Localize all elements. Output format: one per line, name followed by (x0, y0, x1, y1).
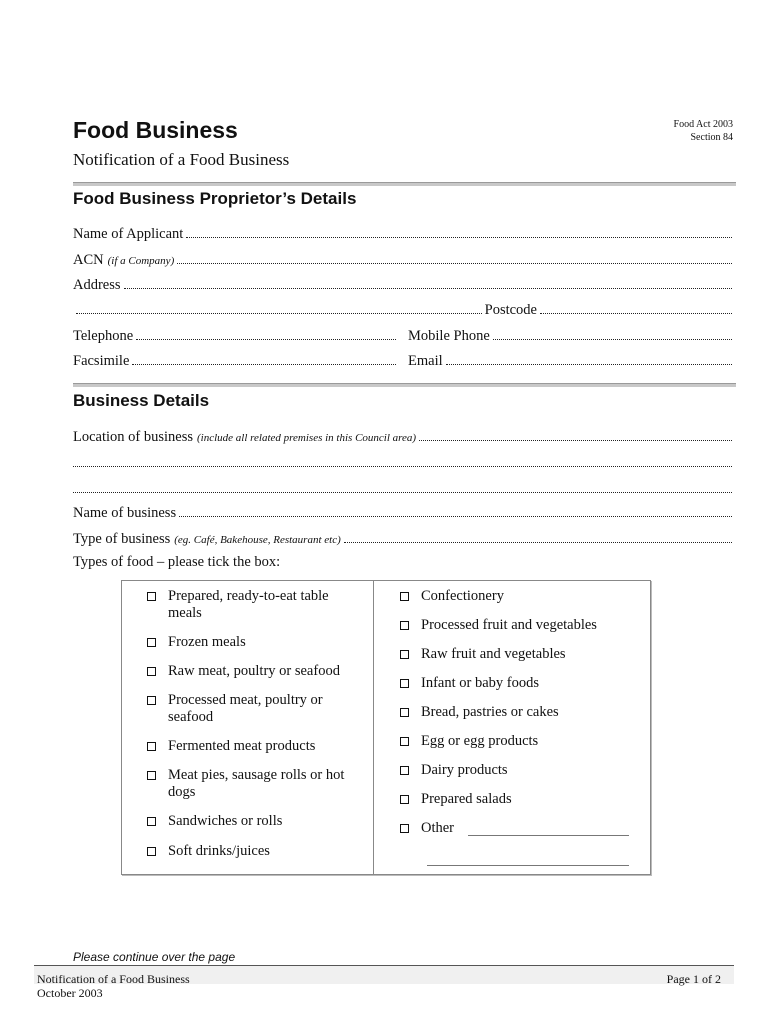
food-option[interactable] (147, 813, 362, 830)
food-option-label: Meat pies, sausage rolls or hot dogs (168, 767, 345, 800)
checkbox[interactable] (400, 592, 409, 601)
business-type-field[interactable] (73, 529, 735, 549)
checkbox[interactable] (147, 817, 156, 826)
acn-note: (if a Company) (107, 255, 175, 267)
food-option[interactable] (147, 588, 362, 622)
food-option[interactable] (147, 767, 362, 801)
act-section: Section 84 (690, 132, 733, 143)
food-types-prompt (73, 554, 735, 574)
location-label: Location of business (73, 429, 194, 445)
checkbox[interactable] (400, 679, 409, 688)
business-type-note: (eg. Café, Bakehouse, Restaurant etc) (174, 534, 341, 546)
business-name-field[interactable] (73, 503, 735, 523)
location-line-3[interactable] (73, 479, 735, 499)
email-label: Email (408, 353, 443, 369)
location-line-2[interactable] (73, 453, 735, 473)
footer-date: October 2003 (37, 986, 103, 1000)
location-field[interactable] (73, 427, 735, 447)
fax-label: Facsimile (73, 353, 130, 369)
checkbox[interactable] (400, 737, 409, 746)
food-option-label: Egg or egg products (421, 733, 539, 749)
telephone-field[interactable] (73, 326, 399, 346)
applicant-name-input[interactable] (186, 224, 732, 238)
telephone-label: Telephone (73, 328, 134, 344)
section-divider (73, 383, 736, 387)
food-option[interactable] (147, 738, 362, 755)
applicant-name-field[interactable] (73, 224, 735, 244)
address-label: Address (73, 277, 121, 293)
checkbox[interactable] (400, 824, 409, 833)
business-heading: Business Details (73, 391, 210, 410)
address-line-2[interactable] (73, 300, 735, 320)
food-option[interactable] (147, 634, 362, 651)
acn-input[interactable] (177, 250, 732, 264)
food-option-label: Soft drinks/juices (168, 843, 270, 859)
food-option[interactable] (400, 704, 640, 721)
other-input-2[interactable] (427, 864, 629, 866)
location-input[interactable] (419, 427, 732, 441)
email-input[interactable] (446, 351, 732, 365)
other-input[interactable] (468, 834, 629, 836)
form-subtitle: Notification of a Food Business (73, 150, 290, 169)
checkbox[interactable] (400, 650, 409, 659)
checkbox[interactable] (147, 696, 156, 705)
table-column-divider (373, 580, 374, 875)
mobile-field[interactable] (408, 326, 735, 346)
act-name: Food Act 2003 (673, 119, 733, 130)
checkbox[interactable] (147, 638, 156, 647)
checkbox[interactable] (147, 847, 156, 856)
footer-divider (34, 965, 734, 966)
business-name-input[interactable] (179, 503, 732, 517)
footer-doc-name: Notification of a Food Business (37, 972, 190, 986)
section-divider (73, 182, 736, 186)
address-input-2[interactable] (76, 300, 482, 314)
food-option-label: Sandwiches or rolls (168, 813, 283, 829)
food-types-label: Types of food – please tick the box: (73, 554, 281, 570)
food-option-label: Raw fruit and vegetables (421, 646, 566, 662)
continue-note: Please continue over the page (73, 950, 236, 964)
food-option[interactable] (147, 843, 362, 860)
checkbox[interactable] (400, 621, 409, 630)
business-type-label: Type of business (73, 531, 171, 547)
checkbox[interactable] (147, 742, 156, 751)
applicant-name-label: Name of Applicant (73, 226, 184, 242)
food-option-label: Prepared salads (421, 791, 512, 807)
food-option[interactable] (147, 692, 337, 726)
checkbox[interactable] (400, 708, 409, 717)
food-option-label: Fermented meat products (168, 738, 316, 754)
fax-input[interactable] (132, 351, 396, 365)
food-option-label: Processed fruit and vegetables (421, 617, 597, 633)
food-option[interactable] (400, 762, 640, 779)
proprietor-heading: Food Business Proprietor’s Details (73, 189, 357, 208)
checkbox[interactable] (147, 771, 156, 780)
postcode-input[interactable] (540, 300, 732, 314)
checkbox[interactable] (400, 766, 409, 775)
food-option-label: Infant or baby foods (421, 675, 539, 691)
business-type-input[interactable] (344, 529, 732, 543)
food-option-label: Raw meat, poultry or seafood (168, 663, 340, 679)
address-field[interactable] (73, 275, 735, 295)
location-input-3[interactable] (73, 479, 732, 493)
act-reference (674, 118, 733, 144)
food-option[interactable] (400, 733, 640, 750)
food-option[interactable] (147, 663, 362, 680)
form-title: Food Business (73, 117, 238, 143)
food-option[interactable] (400, 675, 640, 692)
food-option[interactable] (400, 588, 640, 605)
mobile-input[interactable] (493, 326, 732, 340)
address-input[interactable] (124, 275, 732, 289)
food-option-label: Processed meat, poultry or seafood (168, 692, 323, 725)
business-name-label: Name of business (73, 505, 177, 521)
food-option-label: Frozen meals (168, 634, 246, 650)
acn-label: ACN (73, 252, 104, 268)
fax-field[interactable] (73, 351, 399, 371)
food-option-label: Bread, pastries or cakes (421, 704, 559, 720)
page-number: Page 1 of 2 (666, 972, 721, 986)
email-field[interactable] (408, 351, 735, 371)
checkbox[interactable] (147, 592, 156, 601)
postcode-label: Postcode (484, 302, 537, 318)
food-option-label: Prepared, ready-to-eat table meals (168, 588, 329, 621)
food-option-label: Dairy products (421, 762, 508, 778)
food-option[interactable] (400, 646, 640, 663)
location-note: (include all related premises in this Council area) (197, 432, 417, 444)
telephone-input[interactable] (136, 326, 396, 340)
food-option[interactable] (400, 617, 640, 634)
food-option-label: Other (421, 820, 455, 836)
mobile-label: Mobile Phone (408, 328, 490, 344)
checkbox[interactable] (147, 667, 156, 676)
footer-info (37, 972, 190, 1000)
food-option[interactable] (400, 791, 640, 808)
checkbox[interactable] (400, 795, 409, 804)
location-input-2[interactable] (73, 453, 732, 467)
acn-field[interactable] (73, 250, 735, 270)
food-option-label: Confectionery (421, 588, 504, 604)
